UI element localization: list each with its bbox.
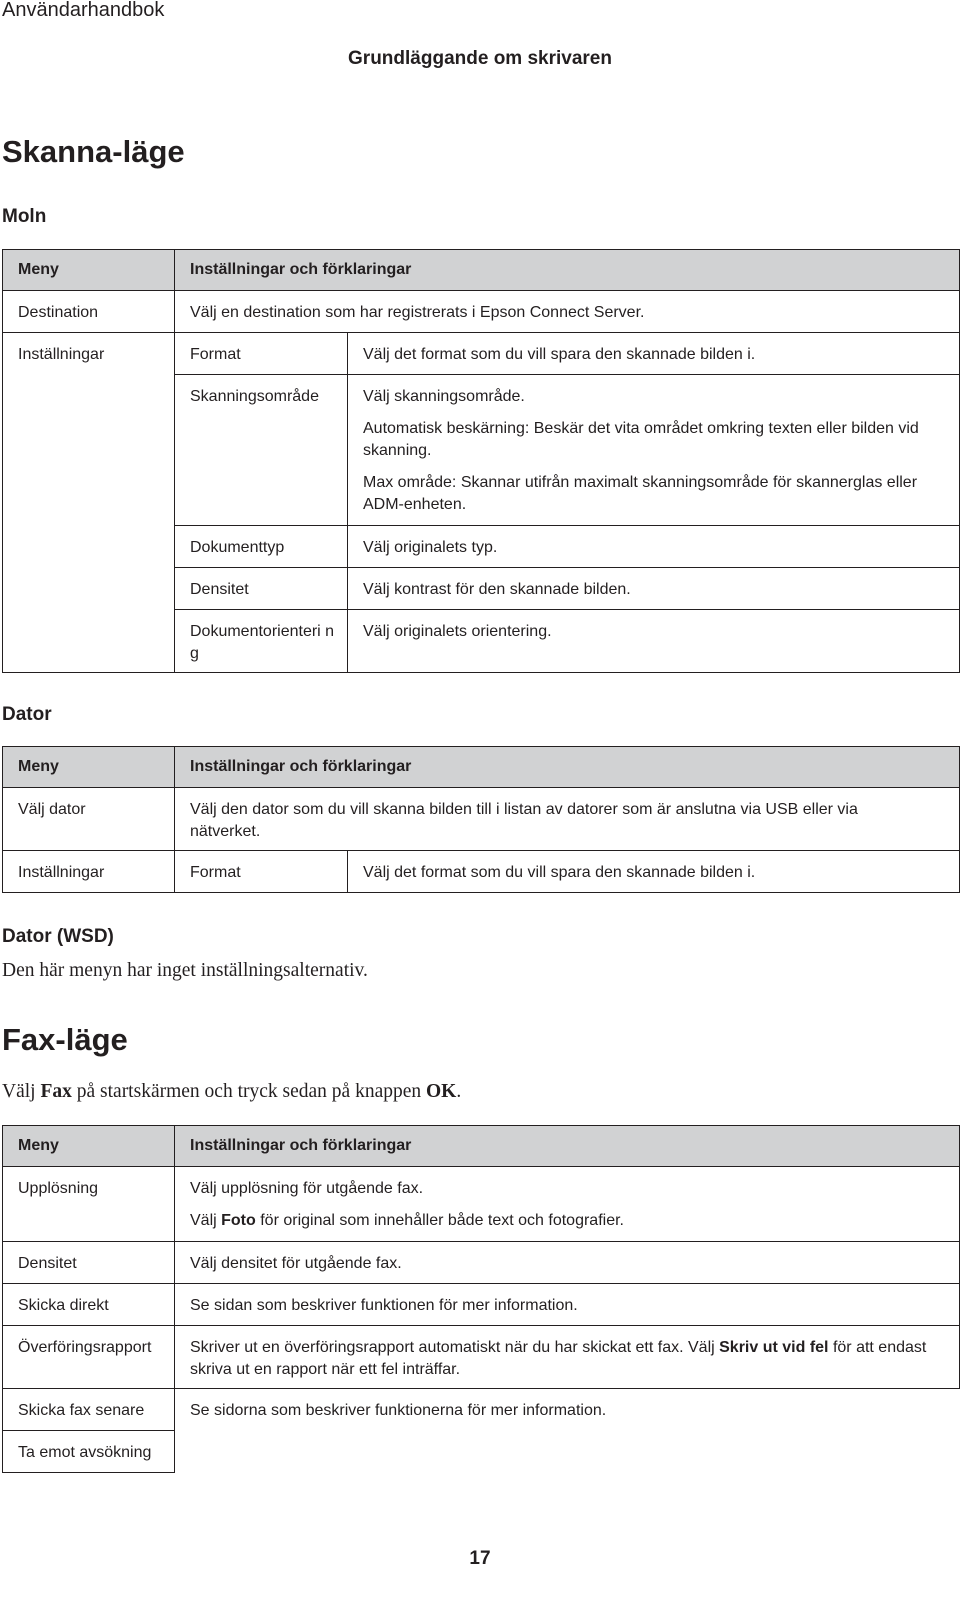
description: Se sidorna som beskriver funktionerna för mer information. (190, 1402, 607, 1419)
table-row (3, 1326, 960, 1389)
submenu-label: Dokumentorienteri ng (190, 623, 335, 662)
description: Välj kontrast för den skannade bilden. (363, 581, 631, 598)
menu-label: Inställningar (18, 864, 105, 881)
manual-title: Användarhandbok (2, 0, 165, 21)
menu-label: Skicka fax senare (18, 1402, 145, 1419)
fax-menu-name: Fax (40, 1081, 72, 1102)
submenu-label: Format (190, 864, 241, 881)
column-header-settings: Inställningar och förklaringar (175, 747, 960, 788)
description: Välj Foto för original som innehåller både text och fotografier. (190, 1212, 624, 1229)
table-row (3, 1242, 960, 1284)
menu-label: Skicka direkt (18, 1297, 109, 1314)
table-row (3, 851, 960, 893)
table-header-row (3, 747, 960, 788)
column-header-settings: Inställningar och förklaringar (175, 1126, 960, 1167)
menu-label: Destination (18, 304, 99, 321)
table-row (3, 291, 960, 333)
computer-settings-table (2, 746, 960, 893)
fax-intro-text: . (456, 1081, 462, 1102)
table-row (3, 1389, 960, 1431)
menu-label: Ta emot avsökning (18, 1444, 152, 1461)
table-row (3, 1167, 960, 1242)
table-row (3, 1284, 960, 1326)
page-number: 17 (469, 1548, 491, 1569)
description: Skriver ut en överföringsrapport automatiskt när du har skickat ett fax. Välj Skriv ut vid fel för att endast skriva ut en rapport när ett fel inträffar. (190, 1339, 927, 1378)
menu-label: Välj dator (18, 801, 86, 818)
description: Välj densitet för utgående fax. (190, 1255, 402, 1272)
cloud-settings-table (2, 249, 960, 673)
description: Välj skanningsområde. (363, 388, 525, 405)
description: Välj originalets orientering. (363, 623, 552, 640)
submenu-label: Skanningsområde (190, 388, 319, 405)
column-header-menu: Meny (3, 1126, 175, 1167)
menu-label: Densitet (18, 1255, 77, 1272)
column-header-menu: Meny (3, 250, 175, 291)
submenu-label: Densitet (190, 581, 249, 598)
description: Välj originalets typ. (363, 539, 498, 556)
scan-mode-heading: Skanna-läge (2, 134, 185, 169)
description: Max område: Skannar utifrån maximalt skanningsområde för skannerglas eller ADM-enheten. (363, 474, 918, 513)
computer-heading: Dator (2, 704, 52, 725)
computer-wsd-heading: Dator (WSD) (2, 926, 114, 947)
description: Välj en destination som har registrerats i Epson Connect Server. (190, 304, 645, 321)
submenu-label: Format (190, 346, 241, 363)
description: Se sidan som beskriver funktionen för mer information. (190, 1297, 578, 1314)
column-header-menu: Meny (3, 747, 175, 788)
description: Välj upplösning för utgående fax. (190, 1180, 424, 1197)
menu-label: Överföringsrapport (18, 1339, 152, 1356)
table-row (3, 333, 960, 375)
fax-intro-text: Välj (2, 1081, 41, 1102)
submenu-label: Dokumenttyp (190, 539, 285, 556)
menu-label: Inställningar (18, 346, 105, 363)
fax-intro (2, 1081, 461, 1103)
fax-mode-heading: Fax-läge (2, 1022, 128, 1057)
description: Automatisk beskärning: Beskär det vita området omkring texten eller bilden vid skanning. (363, 420, 919, 459)
fax-settings-table (2, 1125, 960, 1473)
table-header-row (3, 250, 960, 291)
description: Välj det format som du vill spara den skannade bilden i. (363, 864, 756, 881)
chapter-title: Grundläggande om skrivaren (348, 48, 612, 69)
menu-label: Upplösning (18, 1180, 99, 1197)
ok-button-name: OK (426, 1081, 457, 1102)
description: Välj det format som du vill spara den skannade bilden i. (363, 346, 756, 363)
description: Välj den dator som du vill skanna bilden till i listan av datorer som är anslutna via USB eller via nätverket. (190, 801, 858, 840)
table-header-row (3, 1126, 960, 1167)
cloud-heading: Moln (2, 206, 47, 227)
column-header-settings: Inställningar och förklaringar (175, 250, 960, 291)
wsd-note: Den här menyn har inget inställningsalternativ. (2, 960, 368, 981)
table-row (3, 788, 960, 851)
fax-intro-text: på startskärmen och tryck sedan på knappen (71, 1081, 426, 1102)
